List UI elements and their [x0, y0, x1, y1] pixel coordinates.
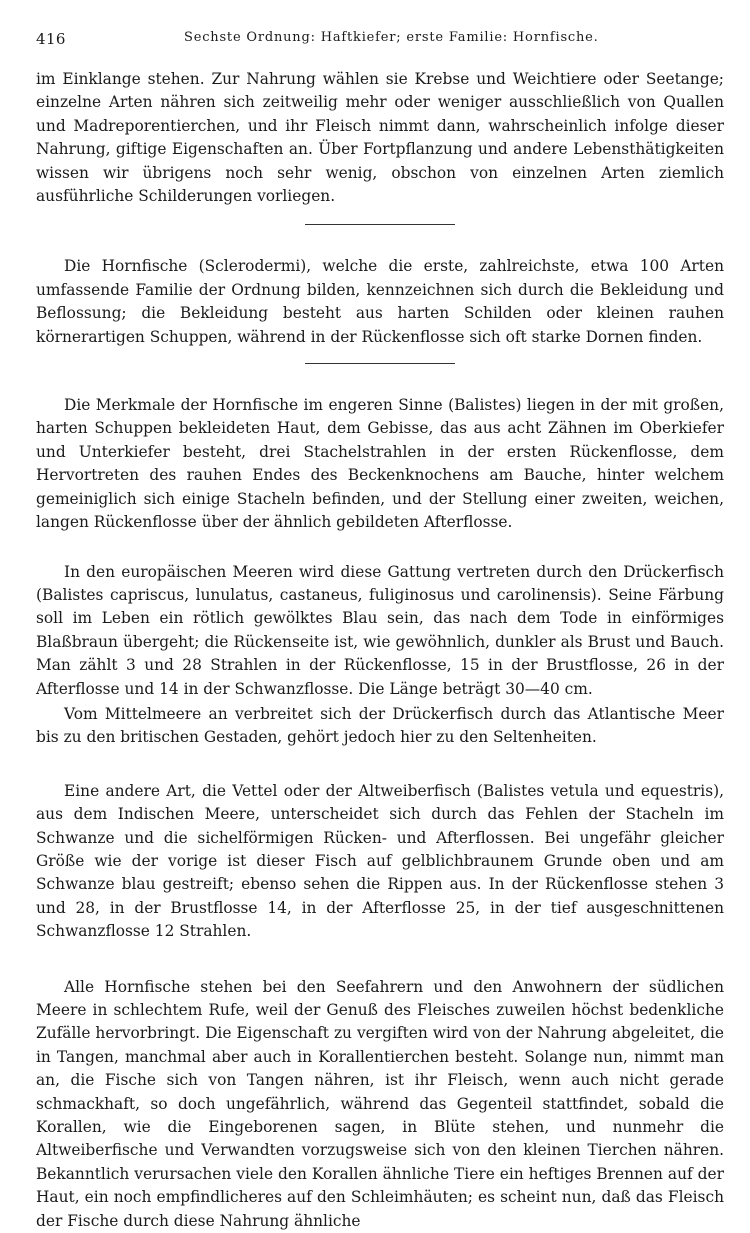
section-divider [305, 224, 455, 225]
running-title: Sechste Ordnung: Haftkiefer; erste Familie: Hornfische. [184, 30, 599, 45]
paragraph-toxicity: Alle Hornfische stehen bei den Seefahrern und den Anwohnern der südlichen Meere in schlechtem Rufe, weil der Genuß des Fleisches zuweilen höchst bedenkliche Zufälle hervorbringt. Die Eigenschaft zu vergiften wird von der Nahrung abgeleitet, die in Tangen, manchmal aber auch in Korallentierchen besteht. Solange nun, nimmt man an, die Fische sich von Tangen nähren, ist ihr Fleisch, wenn auch nicht gerade schmackhaft, so doch ungefährlich, während das Gegenteil stattfindet, sobald die Korallen, wie die Eingeborenen sagen, in Blüte stehen, und nunmehr die Altweiberfische und Verwandten vorzugsweise sich von den kleinen Tierchen nähren. Bekanntlich verursachen viele den Korallen ähnliche Tiere ein heftiges Brennen auf der Haut, ein noch empfindlicheres auf den Schleimhäuten; es scheint nun, daß das Fleisch der Fische durch diese Nahrung ähnliche [36, 977, 724, 1230]
paragraph-drueckerfisch: In den europäischen Meeren wird diese Gattung vertreten durch den Drückerfisch (Balistes capriscus, lunulatus, castaneus, fuliginosus und carolinensis). Seine Färbung soll im Leben ein rötlich gewölktes Blau sein, das nach dem Tode in einförmiges Blaßbraun übergeht; die Rückenseite ist, wie gewöhnlich, dunkler als Brust und Bauch. Man zählt 3 und 28 Strahlen in der Rückenflosse, 15 in der Brustflosse, 26 in der Afterflosse und 14 in der Schwanzflosse. Die Länge beträgt 30—40 cm. [36, 562, 724, 698]
section-divider [305, 363, 455, 364]
paragraph-continuation: im Einklange stehen. Zur Nahrung wählen sie Krebse und Weichtiere oder Seetange; einzelne Arten nähren sich zeitweilig mehr oder weniger ausschließlich von Quallen und Madreporentierchen, und ihr Fleisch nimmt dann, wahrscheinlich infolge dieser Nahrung, giftige Eigenschaften an. Über Fortpflanzung und andere Lebensthätigkeiten wissen wir übrigens noch sehr wenig, obschon von einzelnen Arten ziemlich ausführliche Schilderungen vorliegen. [36, 70, 724, 206]
page-header [36, 24, 724, 50]
paragraph-hornfische-family: Die Hornfische (Sclerodermi), welche die erste, zahlreichste, etwa 100 Arten umfassende Familie der Ordnung bilden, kennzeichnen sich durch die Bekleidung und Beflossung; die Bekleidung besteht aus harten Schilden oder kleinen rauhen körnerartigen Schuppen, während in der Rückenflosse sich oft starke Dornen finden. [36, 257, 724, 346]
page-number: 416 [36, 30, 66, 48]
paragraph-balistes-features: Die Merkmale der Hornfische im engeren Sinne (Balistes) liegen in der mit großen, harten Schuppen bekleideten Haut, dem Gebisse, das aus acht Zähnen im Oberkiefer und Unterkiefer besteht, drei Stachelstrahlen in der ersten Rückenflosse, dem Hervortreten des rauhen Endes des Beckenknochens am Bauche, hinter welchem gemeiniglich sich einige Stacheln befinden, und der Stellung einer zweiten, weichen, langen Rückenflosse über der ähnlich gebildeten Afterflosse. [36, 396, 724, 532]
paragraph-distribution: Vom Mittelmeere an verbreitet sich der Drückerfisch durch das Atlantische Meer bis zu den britischen Gestaden, gehört jedoch hier zu den Seltenheiten. [36, 704, 724, 747]
paragraph-altweiberfisch: Eine andere Art, die Vettel oder der Altweiberfisch (Balistes vetula und equestris), aus dem Indischen Meere, unterscheidet sich durch das Fehlen der Stacheln im Schwanze und die sichelförmigen Rücken- und Afterflossen. Bei ungefähr gleicher Größe wie der vorige ist dieser Fisch auf gelblichbraunem Grunde oben und am Schwanze blau gestreift; ebenso sehen die Rippen aus. In der Rückenflosse stehen 3 und 28, in der Brustflosse 14, in der Afterflosse 25, in der tief ausgeschnittenen Schwanzflosse 12 Strahlen. [36, 781, 724, 941]
book-page [36, 24, 724, 1230]
